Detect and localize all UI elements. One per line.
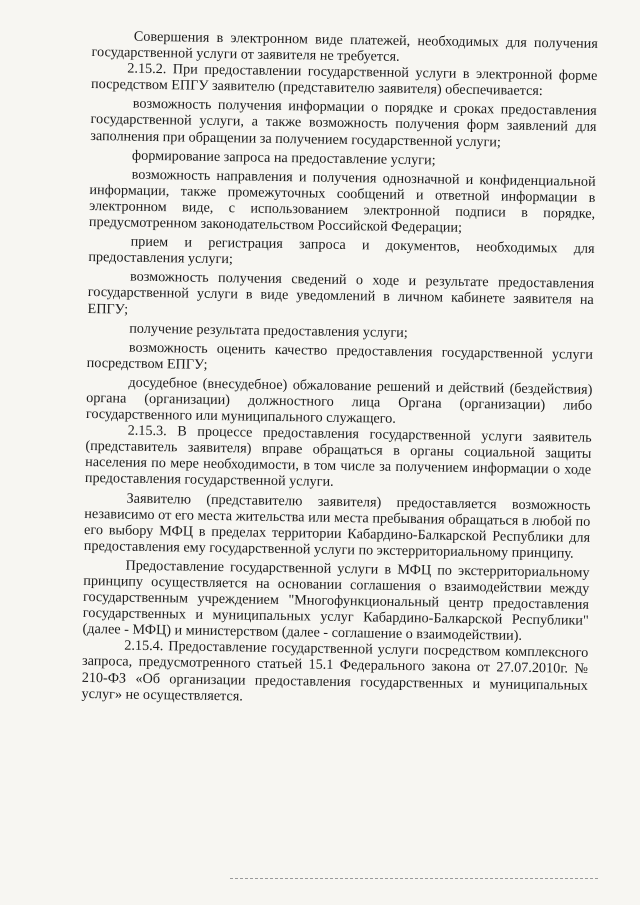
- list-item-appeal: досудебное (внесудебное) обжалование решений и действий (бездействия) органа (организации) должностного лица Органа (организации) либо государственного или муниципального служащего.: [85, 374, 593, 427]
- list-item-registration: прием и регистрация запроса и документов, необходимых для предоставления услуги;: [88, 233, 595, 268]
- paragraph-2-15-4: 2.15.4. Предоставление государственной услуги посредством комплексного запроса, предусмотренного статьей 15.1 Федерального закона от 27.07.2010г. № 210-ФЗ «Об организации предоставления государственных и муниципальных услуг» не осуществляется.: [81, 637, 589, 705]
- document-body: [81, 28, 598, 710]
- paragraph-extraterritorial: Заявителю (представителю заявителя) предоставляется возможность независимо от его места жительства или места пребывания обращаться в любой по его выбору МФЦ в пределах территории Кабардино-Балкарской Республики для предоставления ему государственной услуги по экстерриториальному принципу.: [83, 490, 591, 562]
- list-item-status: возможность получения сведений о ходе и результате предоставления государственной услуги в виде уведомлений в личном кабинете заявителя на ЕПГУ;: [87, 268, 595, 318]
- list-item-info: возможность получения информации о порядке и сроках предоставления государственной услуги, а также возможность получения форм заявлений для заполнения при обращении за получением государственной услуги;: [90, 96, 597, 150]
- paragraph-2-15-3: 2.15.3. В процессе предоставления государственной услуги заявитель (представитель заявителя) вправе обращаться в органы социальной защиты населения по мере необходимости, в том числе за получением информации о ходе предоставления государственной услуги.: [84, 422, 592, 491]
- list-item-quality: возможность оценить качество предоставления государственной услуги посредством ЕПГУ;: [86, 339, 594, 373]
- footer-divider: [230, 878, 598, 879]
- paragraph-2-15-2: 2.15.2. При предоставлении государственной услуги в электронной форме посредством ЕПГУ заявителю (представителю заявителя) обеспечивается:: [90, 60, 598, 100]
- paragraph-payments: Совершения в электронном виде платежей, необходимых для получения государственной услуги от заявителя не требуется.: [91, 28, 598, 65]
- list-item-request: формирование запроса на предоставление услуги;: [131, 147, 436, 169]
- paragraph-mfc-agreement: Предоставление государственной услуги в МФЦ по экстерриториальному принципу осуществляется на основании соглашения о взаимодействии между государственным учреждением "Многофункциональный центр предоставления государственных и муниципальных услуг Кабардино-Балкарской Республики" (далее - МФЦ) и министерством (далее - соглашение о взаимодействии).: [82, 557, 590, 645]
- list-item-exchange: возможность направления и получения однозначной и конфиденциальной информации, также промежуточных сообщений и ответной информации в электронном виде, с использованием электронной подписи в порядке, предусмотренном законодательством Российской Федерации;: [88, 166, 596, 236]
- list-item-result: получение результата предоставления услуги;: [129, 320, 408, 341]
